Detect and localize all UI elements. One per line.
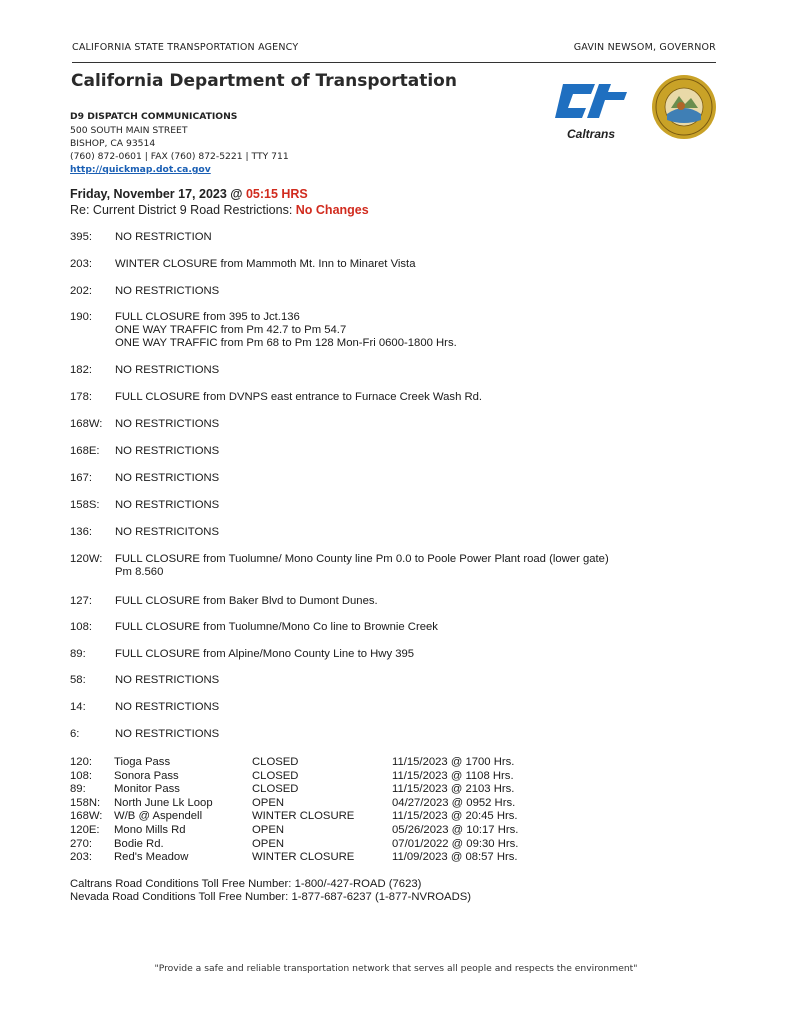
route-status xyxy=(115,553,609,579)
route-status xyxy=(115,648,414,661)
pass-name: Red's Meadow xyxy=(114,851,189,864)
pass-name: Tioga Pass xyxy=(114,756,171,768)
caltrans-t-shape xyxy=(587,84,627,118)
pass-status: CLOSED xyxy=(252,769,299,782)
footer-motto: "Provide a safe and reliable transportation network that serves all people and respects the environment" xyxy=(154,963,638,974)
pass-status: WINTER CLOSURE xyxy=(252,810,355,823)
route-status-line: NO RESTRICTIONS xyxy=(115,701,220,713)
route-status-line: NO RESTRICTIONS xyxy=(115,499,220,511)
pass-route-number: 270: xyxy=(70,837,92,850)
pass-route-number: 120: xyxy=(70,756,92,768)
route-status xyxy=(115,728,219,741)
pass-route-number: 168W: xyxy=(70,810,103,823)
route-number: 14: xyxy=(70,701,86,713)
route-status xyxy=(115,231,212,244)
pass-status: OPEN xyxy=(252,824,285,836)
pass-name: W/B @ Aspendell xyxy=(114,810,203,823)
pass-route-number: 120E: xyxy=(70,824,100,836)
route-status xyxy=(115,701,219,714)
nevada-phone: Nevada Road Conditions Toll Free Number: 1-877-687-6237 (1-877-NVROADS) xyxy=(70,891,472,903)
route-number: 158S: xyxy=(70,499,100,511)
route-number: 395: xyxy=(70,231,92,243)
route-status xyxy=(115,391,482,404)
route-number: 178: xyxy=(70,391,92,403)
route-number: 190: xyxy=(70,311,92,323)
pass-status: WINTER CLOSURE xyxy=(252,851,355,864)
route-status xyxy=(115,499,219,512)
pass-name: North June Lk Loop xyxy=(114,796,213,809)
dispatch-street: 500 SOUTH MAIN STREET xyxy=(70,125,188,136)
route-number: 136: xyxy=(70,526,92,538)
pass-status: OPEN xyxy=(252,837,285,850)
route-status-line: FULL CLOSURE from Baker Blvd to Dumont Dunes. xyxy=(115,595,378,607)
route-number: 167: xyxy=(70,472,92,484)
route-status-line: FULL CLOSURE from DVNPS east entrance to Furnace Creek Wash Rd. xyxy=(115,391,483,403)
pass-updated: 11/09/2023 @ 08:57 Hrs. xyxy=(392,851,518,864)
pass-updated: 07/01/2022 @ 09:30 Hrs. xyxy=(392,837,519,850)
route-status-line: FULL CLOSURE from Tuolumne/Mono Co line to Brownie Creek xyxy=(115,621,438,633)
route-number: 202: xyxy=(70,285,92,297)
route-status-line: FULL CLOSURE from Tuolumne/ Mono County line Pm 0.0 to Poole Power Plant road (lower gate) xyxy=(115,553,609,565)
route-status xyxy=(115,418,219,431)
report-subject xyxy=(70,203,369,217)
route-status-line: NO RESTRICTIONS xyxy=(115,285,220,297)
route-status-line: FULL CLOSURE from Alpine/Mono County Line to Hwy 395 xyxy=(115,648,415,660)
route-status-line: NO RESTRICTIONS xyxy=(115,445,220,457)
route-status-line: NO RESTRICTION xyxy=(115,231,212,243)
dispatch-name: D9 DISPATCH COMMUNICATIONS xyxy=(70,111,238,122)
pass-name: Monitor Pass xyxy=(114,783,180,796)
caltrans-logo xyxy=(551,80,633,144)
report-subject-text: Re: Current District 9 Road Restrictions: xyxy=(70,203,296,217)
agency-name: CALIFORNIA STATE TRANSPORTATION AGENCY xyxy=(72,42,299,53)
route-status-line: NO RESTRICTIONS xyxy=(115,472,220,484)
route-status-line: NO RESTRICTIONS xyxy=(115,728,220,740)
route-number: 127: xyxy=(70,595,92,607)
route-status-line: ONE WAY TRAFFIC from Pm 68 to Pm 128 Mon-Fri 0600-1800 Hrs. xyxy=(115,337,457,349)
dispatch-phones: (760) 872-0601 | FAX (760) 872-5221 | TTY 711 xyxy=(70,151,289,162)
pass-updated: 11/15/2023 @ 1700 Hrs. xyxy=(392,756,515,768)
dispatch-city: BISHOP, CA 93514 xyxy=(70,138,156,149)
route-number: 6: xyxy=(70,728,80,740)
pass-status: OPEN xyxy=(252,796,285,809)
report-status: No Changes xyxy=(295,203,369,217)
report-time: 05:15 HRS xyxy=(245,187,308,201)
route-number: 168E: xyxy=(70,445,100,457)
route-number: 89: xyxy=(70,648,86,660)
route-number: 168W: xyxy=(70,418,103,430)
route-status xyxy=(115,285,219,298)
route-status xyxy=(115,364,219,377)
route-number: 108: xyxy=(70,621,92,633)
pass-updated: 11/15/2023 @ 1108 Hrs. xyxy=(392,769,514,782)
pass-route-number: 108: xyxy=(70,769,92,782)
route-status xyxy=(115,311,457,350)
route-number: 203: xyxy=(70,258,92,270)
pass-status: CLOSED xyxy=(252,756,299,768)
pass-status: CLOSED xyxy=(252,783,299,796)
route-status-line: Pm 8.560 xyxy=(115,566,164,578)
route-status-line: ONE WAY TRAFFIC from Pm 42.7 to Pm 54.7 xyxy=(115,324,347,336)
route-number: 182: xyxy=(70,364,92,376)
report-date: Friday, November 17, 2023 @ xyxy=(70,187,246,201)
route-number: 58: xyxy=(70,674,86,686)
route-status-line: NO RESTRICTIONS xyxy=(115,364,220,376)
caltrans-phone: Caltrans Road Conditions Toll Free Number: 1-800/-427-ROAD (7623) xyxy=(70,878,422,890)
route-status-line: FULL CLOSURE from 395 to Jct.136 xyxy=(115,311,300,323)
route-status-line: NO RESTRICTIONS xyxy=(115,674,220,686)
pass-updated: 11/15/2023 @ 20:45 Hrs. xyxy=(392,810,518,823)
pass-route-number: 158N: xyxy=(70,796,101,809)
department-title: California Department of Transportation xyxy=(71,71,457,91)
route-status xyxy=(115,621,438,634)
quickmap-link[interactable]: http://quickmap.dot.ca.gov xyxy=(70,164,211,175)
report-dateline xyxy=(70,187,308,201)
route-status xyxy=(115,595,378,608)
route-status xyxy=(115,526,219,539)
governor-name: GAVIN NEWSOM, GOVERNOR xyxy=(573,42,716,53)
header-divider xyxy=(72,62,716,63)
pass-route-number: 89: xyxy=(70,783,86,796)
route-status-line: WINTER CLOSURE from Mammoth Mt. Inn to Minaret Vista xyxy=(115,258,416,270)
pass-updated: 05/26/2023 @ 10:17 Hrs. xyxy=(392,824,519,836)
route-status xyxy=(115,472,219,485)
california-seal-icon xyxy=(651,74,717,140)
route-status xyxy=(115,445,219,458)
pass-updated: 04/27/2023 @ 0952 Hrs. xyxy=(392,796,516,809)
route-status-line: NO RESTRICTIONS xyxy=(115,418,220,430)
pass-name: Sonora Pass xyxy=(114,769,179,782)
route-number: 120W: xyxy=(70,553,103,565)
route-status xyxy=(115,258,415,271)
pass-name: Bodie Rd. xyxy=(114,837,164,850)
caltrans-wordmark: Caltrans xyxy=(567,127,616,141)
route-status xyxy=(115,674,219,687)
pass-updated: 11/15/2023 @ 2103 Hrs. xyxy=(392,783,515,796)
route-status-line: NO RESTRICITONS xyxy=(115,526,219,538)
pass-route-number: 203: xyxy=(70,851,92,864)
pass-name: Mono Mills Rd xyxy=(114,824,186,836)
